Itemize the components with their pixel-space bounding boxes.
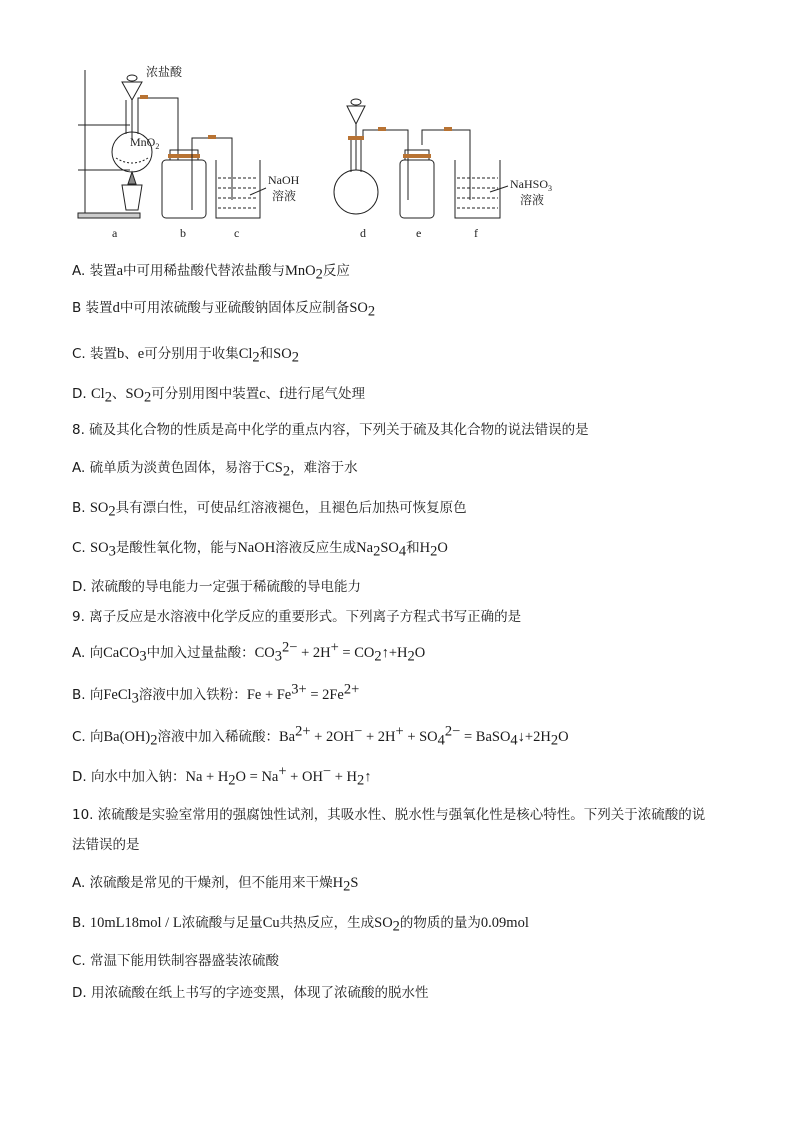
q8-option-c: C. $SO_3$是酸性氧化物，能与NaOH溶液反应生成$Na_2SO_4$和$H_2O$ [72, 540, 448, 560]
q10-stem-line-1: 10. 浓硫酸是实验室常用的强腐蚀性试剂，其吸水性、脱水性与强氧化性是核心特性。下列关于浓硫酸的说 [72, 807, 706, 823]
label-conc-hcl: 浓盐酸 [146, 65, 183, 79]
label-solution-2: 溶液 [520, 193, 545, 207]
label-naoh: NaOH [268, 173, 300, 187]
label-mno2: MnO$_2$ [130, 135, 160, 151]
label-solution-1: 溶液 [272, 189, 297, 203]
tube-ef [422, 130, 470, 200]
q8-option-b: B. $SO_2$具有漂白性，可使品红溶液褪色，且褪色后加热可恢复原色 [72, 500, 467, 520]
beaker-f [455, 160, 500, 218]
q9-stem: 9. 离子反应是水溶液中化学反应的重要形式。下列离子方程式书写正确的是 [72, 609, 522, 625]
bottle-e [400, 160, 434, 218]
q10-option-b: B. 10mL18mol / L浓硫酸与足量Cu共热反应，生成$SO_2$的物质的量为0.09mol [72, 915, 529, 935]
q10-stem-line-2: 法错误的是 [72, 837, 140, 853]
caption-a: a [112, 226, 118, 240]
tube-bc [192, 138, 232, 200]
q7-option-b: B 装置d中可用浓硫酸与亚硫酸钠固体反应制备$SO_2$ [72, 300, 376, 320]
q7-option-a: A. 装置a中可用稀盐酸代替浓盐酸与MnO$_2$反应 [72, 263, 350, 283]
bottle-b [162, 160, 206, 218]
q9-option-b: B. 向FeCl$_3$溶液中加入铁粉：$Fe + Fe^{3+} = 2Fe^{2+}$ [72, 681, 360, 707]
q10-option-a: A. 浓硫酸是常见的干燥剂，但不能用来干燥$H_2S$ [72, 875, 359, 895]
q8-option-a: A. 硫单质为淡黄色固体，易溶于$CS_2$，难溶于水 [72, 460, 358, 480]
funnel-d [347, 106, 365, 124]
caption-f: f [474, 226, 478, 240]
q8-option-d: D. 浓硫酸的导电能力一定强于稀硫酸的导电能力 [72, 579, 361, 595]
q9-option-d: D. 向水中加入钠：$Na + H_2O = Na^+ + OH^-$ + $H_2↑$ [72, 763, 372, 789]
q7-option-d: D. $Cl_2$、$SO_2$可分别用图中装置c、f进行尾气处理 [72, 386, 366, 406]
stand-base [78, 213, 140, 218]
flask-d [334, 170, 378, 214]
q10-option-c: C. 常温下能用铁制容器盛装浓硫酸 [72, 953, 280, 969]
tube-de [363, 130, 408, 200]
apparatus-figure [60, 60, 620, 245]
caption-e: e [416, 226, 422, 240]
beaker-c [216, 160, 260, 218]
caption-c: c [234, 226, 240, 240]
burner [122, 185, 142, 210]
label-nahso3: NaHSO$_3$ [510, 177, 552, 193]
q9-option-c: C. 向$Ba(OH)_2$溶液中加入稀硫酸：$Ba^{2+} + 2OH^- + 2H^+ + SO_4^{2-}$ = $BaSO_4↓+2H_2O$ [72, 723, 569, 749]
q8-stem: 8. 硫及其化合物的性质是高中化学的重点内容，下列关于硫及其化合物的说法错误的是 [72, 422, 589, 438]
q9-option-a: A. 向CaCO$_3$中加入过量盐酸：$CO_3^{2-} + 2H^+$ = $CO_2↑+H_2O$ [72, 639, 426, 665]
caption-d: d [360, 226, 366, 240]
apparatus-svg [60, 60, 620, 245]
q7-option-c: C. 装置b、e可分别用于收集$Cl_2$和$SO_2$ [72, 346, 299, 366]
caption-b: b [180, 226, 186, 240]
funnel-stopcock-d [351, 99, 361, 105]
funnel-a [122, 82, 142, 100]
funnel-stopcock-a [127, 75, 137, 81]
q10-option-d: D. 用浓硫酸在纸上书写的字迹变黑，体现了浓硫酸的脱水性 [72, 985, 429, 1001]
